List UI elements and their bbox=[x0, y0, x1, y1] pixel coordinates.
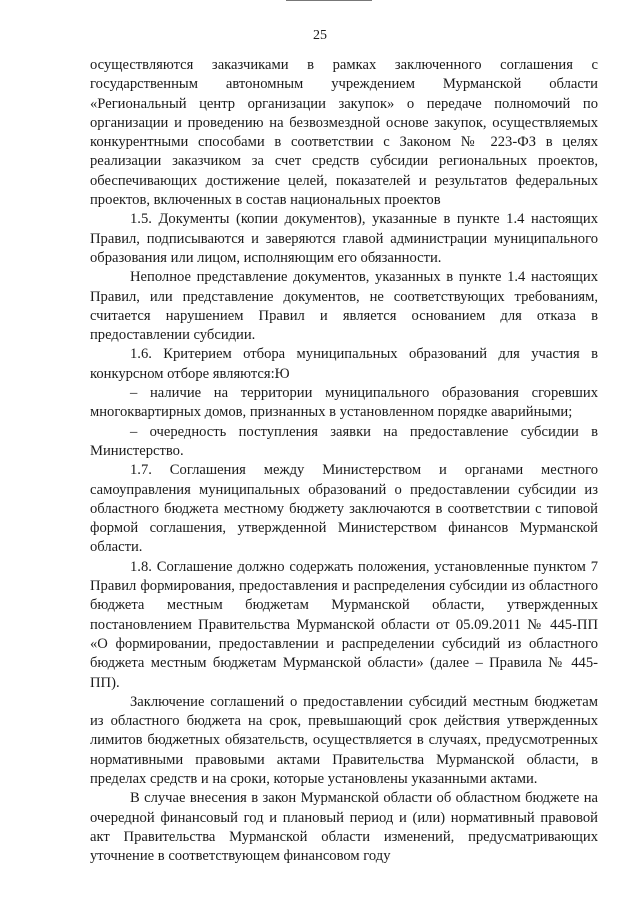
paragraph-1-8: 1.8. Соглашение должно содержать положения, установленные пунктом 7 Правил формирования, предоставления и распределения субсидии из областного бюджета местным бюджетам Мурманской области, утвержденных постановлением Правительства Мурманской области от 05.09.2011 № 445-ПП «О формировании, предоставлении и распределении субсидий из областного бюджета местным бюджетам Мурманской области» (далее – Правила № 445-ПП). bbox=[90, 558, 598, 691]
paragraph-continuation: осуществляются заказчиками в рамках заключенного соглашения с государственным автономным учреждением Мурманской области «Региональный центр организации закупок» о передаче полномочий по организации и проведению на безвозмездной основе закупок, осуществляемых конкурентными способами в соответствии с Законом № 223-ФЗ в целях реализации заказчиком за счет средств субсидии региональных проектов, обеспечивающих достижение целей, показателей и результатов федеральных проектов, включенных в состав национальных проектов bbox=[90, 57, 598, 209]
paragraph-incomplete-docs: Неполное представление документов, указанных в пункте 1.4 настоящих Правил, или представление документов, не соответствующих требованиям, считается нарушением Правил и является основанием для отказа в предоставлении субсидии. bbox=[90, 269, 598, 344]
criterion-burned-houses: – наличие на территории муниципального образования сгоревших многоквартирных домов, признанных в установленном порядке аварийными; bbox=[90, 385, 598, 421]
paragraph-1-5: 1.5. Документы (копии документов), указанные в пункте 1.4 настоящих Правил, подписываются и заверяются главой администрации муниципального образования или лицом, исполняющим его обязанности. bbox=[90, 211, 598, 266]
criterion-application-order: – очередность поступления заявки на предоставление субсидии в Министерство. bbox=[90, 423, 598, 459]
paragraph-1-7: 1.7. Соглашения между Министерством и органами местного самоуправления муниципальных образований о предоставлении субсидии из областного бюджета местному бюджету заключаются в соответствии с типовой формой соглашения, утвержденной Министерством финансов Мурманской области. bbox=[90, 462, 598, 556]
paragraph-agreement-term: Заключение соглашений о предоставлении субсидий местным бюджетам из областного бюджета на срок, превышающий срок действия утвержденных лимитов бюджетных обязательств, осуществляется в случаях, предусмотренных нормативными правовыми актами Правительства Мурманской области, в пределах средств и на сроки, которые установлены указанными актами. bbox=[90, 693, 598, 787]
paragraph-law-changes: В случае внесения в закон Мурманской области об областном бюджете на очередной финансовый год и плановый период и (или) нормативный правовой акт Правительства Мурманской области изменений, предусматривающих уточнение в соответствующем финансовом году bbox=[90, 790, 598, 865]
document-body bbox=[90, 56, 598, 866]
page-number: 25 bbox=[313, 28, 327, 43]
paragraph-1-6: 1.6. Критерием отбора муниципальных образований для участия в конкурсном отборе являются:Ю bbox=[90, 346, 598, 382]
top-rule bbox=[286, 0, 372, 1]
